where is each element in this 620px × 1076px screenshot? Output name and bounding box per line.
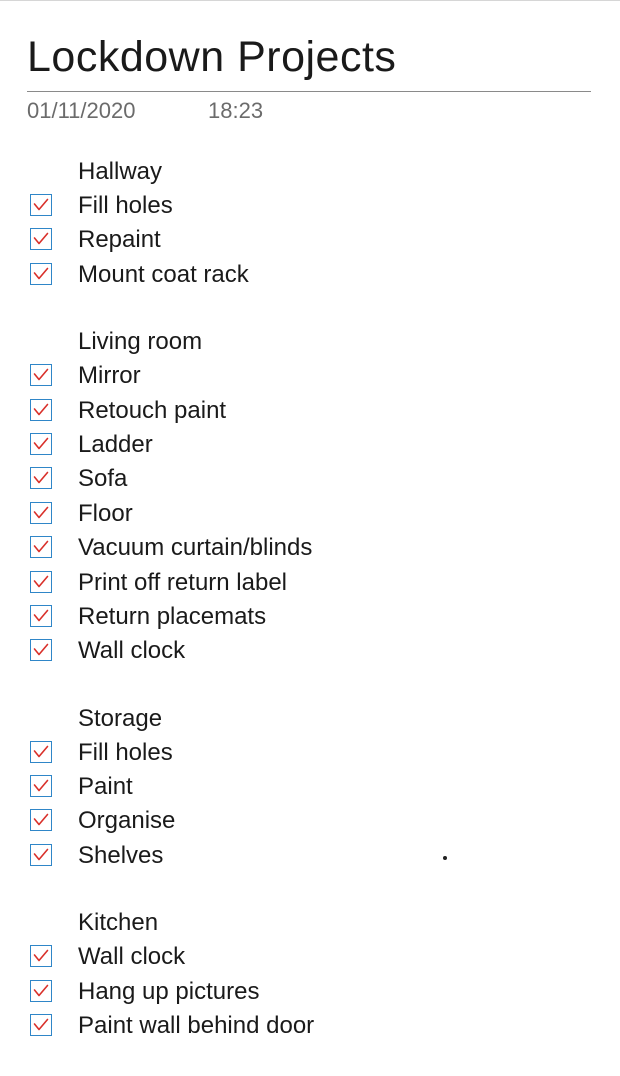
- section-heading[interactable]: Living room: [78, 328, 203, 356]
- checked-checkbox-icon[interactable]: [30, 536, 52, 558]
- todo-label[interactable]: Wall clock: [78, 637, 186, 665]
- section-living-room: [0, 325, 620, 669]
- top-divider: [0, 0, 620, 1]
- section-heading[interactable]: Hallway: [78, 158, 163, 185]
- todo-item: [0, 736, 620, 770]
- todo-item: [0, 839, 620, 873]
- note-body[interactable]: [0, 155, 620, 1076]
- todo-item: [0, 1009, 620, 1043]
- section-storage: [0, 702, 620, 874]
- checked-checkbox-icon[interactable]: [30, 844, 52, 866]
- todo-label[interactable]: Repaint: [78, 226, 161, 254]
- todo-item: [0, 359, 620, 393]
- todo-item: [0, 462, 620, 496]
- todo-label[interactable]: Return placemats: [78, 602, 267, 630]
- todo-item: [0, 940, 620, 974]
- page-time: 18:23: [208, 98, 264, 123]
- todo-item: [0, 258, 620, 292]
- checked-checkbox-icon[interactable]: [30, 1014, 52, 1036]
- todo-label[interactable]: Wall clock: [78, 943, 186, 971]
- checked-checkbox-icon[interactable]: [30, 945, 52, 967]
- checked-checkbox-icon[interactable]: [30, 433, 52, 455]
- todo-item: [0, 531, 620, 565]
- checked-checkbox-icon[interactable]: [30, 364, 52, 386]
- todo-item: [0, 770, 620, 804]
- todo-item: [0, 394, 620, 428]
- checked-checkbox-icon[interactable]: [30, 228, 52, 250]
- todo-item: [0, 497, 620, 531]
- page-title[interactable]: Lockdown Projects: [27, 33, 397, 81]
- todo-item: [0, 634, 620, 668]
- todo-item: [0, 600, 620, 634]
- checked-checkbox-icon[interactable]: [30, 775, 52, 797]
- todo-item: [0, 975, 620, 1009]
- stray-dot: [443, 856, 447, 860]
- todo-label[interactable]: Organise: [78, 807, 176, 835]
- section-heading[interactable]: Storage: [78, 704, 163, 732]
- todo-label[interactable]: Fill holes: [78, 192, 173, 219]
- title-underline: [27, 91, 591, 92]
- todo-label[interactable]: Hang up pictures: [78, 977, 260, 1005]
- todo-item: [0, 223, 620, 257]
- todo-label[interactable]: Vacuum curtain/blinds: [78, 534, 313, 562]
- checked-checkbox-icon[interactable]: [30, 571, 52, 593]
- todo-item: [0, 804, 620, 838]
- todo-label[interactable]: Floor: [78, 499, 133, 527]
- checked-checkbox-icon[interactable]: [30, 809, 52, 831]
- checked-checkbox-icon[interactable]: [30, 980, 52, 1002]
- todo-label[interactable]: Paint: [78, 773, 133, 801]
- checked-checkbox-icon[interactable]: [30, 605, 52, 627]
- todo-item: [0, 189, 620, 223]
- checked-checkbox-icon[interactable]: [30, 399, 52, 421]
- checked-checkbox-icon[interactable]: [30, 741, 52, 763]
- todo-label[interactable]: Paint wall behind door: [78, 1012, 315, 1040]
- section-heading[interactable]: Kitchen: [78, 909, 159, 937]
- todo-item: [0, 566, 620, 600]
- todo-label[interactable]: Sofa: [78, 465, 128, 493]
- todo-label[interactable]: Print off return label: [78, 568, 288, 596]
- todo-item: [0, 428, 620, 462]
- todo-label[interactable]: Fill holes: [78, 738, 173, 766]
- todo-label[interactable]: Mirror: [78, 362, 141, 390]
- checked-checkbox-icon[interactable]: [30, 639, 52, 661]
- page-date: 01/11/2020: [27, 98, 136, 123]
- todo-label[interactable]: Shelves: [78, 841, 164, 869]
- todo-label[interactable]: Mount coat rack: [78, 260, 249, 288]
- todo-label[interactable]: Retouch paint: [78, 396, 227, 424]
- section-hallway: [0, 155, 620, 292]
- checked-checkbox-icon[interactable]: [30, 502, 52, 524]
- checked-checkbox-icon[interactable]: [30, 467, 52, 489]
- todo-label[interactable]: Ladder: [78, 430, 153, 458]
- checked-checkbox-icon[interactable]: [30, 263, 52, 285]
- checked-checkbox-icon[interactable]: [30, 194, 52, 216]
